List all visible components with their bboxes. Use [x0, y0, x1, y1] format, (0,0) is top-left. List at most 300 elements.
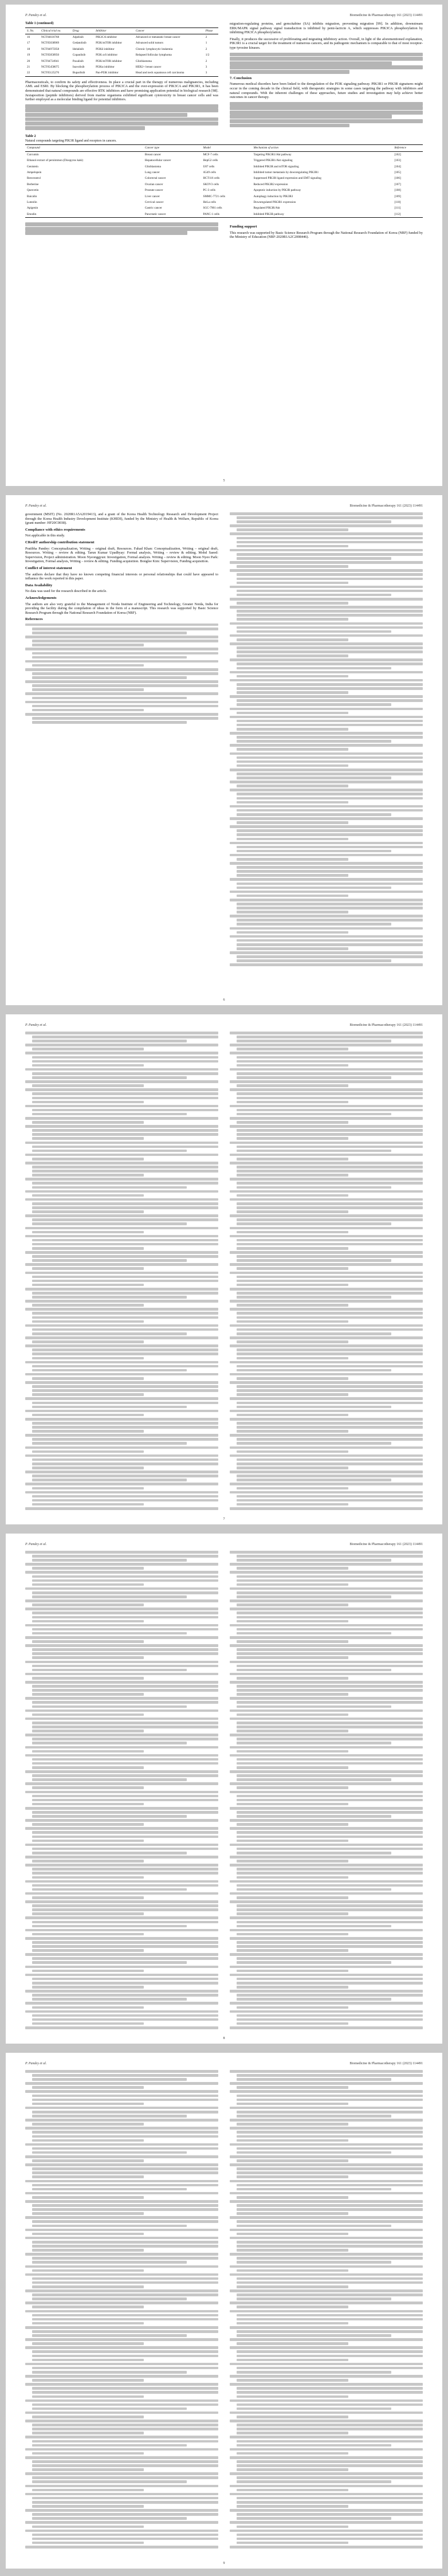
- table-cell: Ovarian cancer: [144, 182, 163, 186]
- reference-line: [25, 2002, 218, 2005]
- reference-line: [32, 2225, 187, 2228]
- reference-line: [32, 1475, 218, 1477]
- reference-line: [32, 2014, 218, 2017]
- reference-line: [237, 1656, 348, 1659]
- reference-line: [237, 1872, 423, 1875]
- reference-line: [32, 1957, 218, 1960]
- reference-line: [32, 2139, 144, 2142]
- reference-line: [32, 1677, 144, 1680]
- section-heading: Data Availability: [25, 583, 53, 587]
- reference-line: [230, 1288, 423, 1291]
- table2-body: [25, 151, 423, 217]
- reference-line: [25, 1746, 218, 1749]
- reference-line: [25, 2026, 218, 2029]
- table-cell: Paxalisib: [72, 59, 84, 63]
- reference-line: [25, 1754, 218, 1757]
- reference-line: [237, 2151, 391, 2154]
- table-cell: NCT05038969: [41, 41, 60, 45]
- reference-line: [237, 939, 423, 942]
- reference-line: [32, 2444, 187, 2447]
- reference-line: [230, 1491, 423, 1494]
- table-cell: [109]: [394, 194, 401, 198]
- reference-line: [237, 895, 348, 897]
- running-head-journal: Biomedicine & Pharmacotherapy 161 (2023) 114491: [349, 504, 423, 508]
- reference-line: [237, 2395, 348, 2398]
- reference-line: [237, 1852, 391, 1854]
- reference-line: [237, 1133, 423, 1136]
- reference-line: [237, 1426, 423, 1429]
- table-cell: Cervical cancer: [144, 201, 164, 205]
- body-paragraph: Not applicable in this study.: [25, 534, 65, 538]
- table2-header: Reference: [392, 145, 423, 151]
- reference-line: [237, 1945, 423, 1948]
- running-head: [25, 504, 423, 508]
- reference-line: [32, 2103, 144, 2106]
- reference-line: [32, 1316, 218, 1319]
- table-cell: Apoptotic induction by PIK3R pathway: [253, 189, 301, 193]
- table-cell: Triggered PIK3R1/Akt signaling: [253, 159, 293, 163]
- body-paragraph: Pratibha Pandey: Conceptualization, Writing – original draft, Resources. Fahad Khan: Conceptualization, Writing – original draft, Resources. Writing – review & editing. Tarun Kumar Upadhyay: Formal analysis, Writing – review & editing. Mohd Saeed: Supervision, Project administration. Moon Nyeonggyun: Investigation, Formal analysis. Writing – review & editing. Moon Nyeo Park: Investigation, Formal analysis, Writing – review & editing. Funding acquisition. Bonglee Kim: Supervision, Funding acquisition.: [25, 546, 218, 564]
- reference-line: [230, 1864, 423, 1867]
- reference-line: [32, 1255, 218, 1258]
- reference-line: [25, 1681, 218, 1684]
- reference-line: [32, 2095, 218, 2097]
- reference-line: [32, 2318, 218, 2321]
- reference-line: [230, 2383, 423, 2386]
- reference-line: [25, 1471, 218, 1473]
- reference-line: [230, 805, 423, 808]
- reference-line: [230, 1880, 423, 1883]
- reference-line: [237, 1933, 348, 1936]
- table-cell: Curcumin: [27, 152, 39, 156]
- reference-line: [237, 2111, 423, 2114]
- reference-line: [25, 1300, 218, 1303]
- reference-line: [32, 1730, 144, 1732]
- reference-line: [237, 1693, 348, 1696]
- reference-line: [237, 1186, 391, 1189]
- reference-line: [32, 1640, 144, 1643]
- reference-line: [25, 2448, 218, 2451]
- reference-line: [237, 2188, 391, 2191]
- reference-line: [25, 1454, 218, 1457]
- table-cell: NCT05458075: [41, 65, 60, 69]
- reference-line: [25, 1599, 218, 1602]
- table-cell: PI3K α/δ inhibitor: [96, 53, 118, 57]
- section-heading: CRediT authorship contribution statement: [25, 540, 95, 544]
- reference-line: [237, 846, 423, 849]
- reference-line: [230, 524, 423, 527]
- reference-line: [237, 1231, 348, 1234]
- left-column: [25, 222, 218, 242]
- reference-line: [32, 2489, 144, 2492]
- reference-line: [237, 2318, 423, 2321]
- reference-line: [237, 1632, 391, 1635]
- reference-line: [230, 842, 423, 845]
- reference-line: [32, 1438, 218, 1441]
- reference-line: [230, 2412, 423, 2414]
- reference-line: [230, 1966, 423, 1969]
- reference-line: [32, 1656, 144, 1659]
- reference-line: [230, 708, 423, 711]
- table2-header: Mechanism of action: [252, 145, 393, 151]
- reference-line: [237, 1555, 423, 1558]
- reference-line: [237, 2476, 423, 2479]
- reference-line: [32, 1941, 218, 1944]
- reference-line: [25, 1892, 218, 1895]
- table1-caption: Table 1 (continued): [25, 22, 54, 25]
- reference-line: [25, 1710, 218, 1712]
- reference-line: [237, 2314, 423, 2317]
- article-page-7: [6, 1014, 442, 1524]
- section-heading: Compliance with ethics requirements: [25, 527, 85, 532]
- reference-line: [25, 1308, 218, 1311]
- reference-line: [230, 732, 423, 735]
- reference-line: [237, 1463, 423, 1465]
- reference-line: [237, 1479, 391, 1481]
- reference-line: [237, 943, 423, 946]
- reference-line: [25, 2346, 218, 2349]
- reference-line: [237, 1738, 423, 1740]
- reference-line: [32, 2497, 218, 2500]
- reference-line: [25, 2472, 218, 2475]
- reference-line: [230, 658, 423, 661]
- reference-line: [237, 545, 348, 548]
- reference-line: [237, 2249, 348, 2252]
- reference-line: [32, 1377, 144, 1380]
- reference-line: [32, 2408, 187, 2410]
- reference-line: [230, 1827, 423, 1830]
- reference-line: [237, 2404, 423, 2406]
- reference-line: [32, 1084, 144, 1087]
- table-row: [25, 211, 423, 218]
- reference-line: [32, 1888, 187, 1891]
- reference-line: [237, 1406, 391, 1409]
- table-cell: [108]: [394, 189, 401, 193]
- reference-line: [25, 1697, 218, 1700]
- reference-line: [32, 1430, 144, 1433]
- reference-line: [237, 2086, 348, 2089]
- reference-line: [237, 1146, 423, 1148]
- reference-line: [25, 2436, 218, 2438]
- reference-line: [237, 1795, 423, 1798]
- reference-line: [237, 1957, 423, 1960]
- reference-line: [237, 1908, 423, 1911]
- reference-line: [230, 1681, 423, 1684]
- reference-line: [237, 2123, 348, 2126]
- running-head: [25, 2062, 423, 2065]
- reference-line: [237, 1430, 348, 1433]
- reference-line: [237, 1182, 423, 1185]
- reference-line: [237, 1475, 423, 1477]
- reference-line: [230, 634, 423, 637]
- reference-line: [237, 626, 423, 629]
- reference-line: [237, 1467, 348, 1469]
- table-cell: Breast cancer: [144, 152, 162, 156]
- reference-line: [237, 2334, 391, 2337]
- reference-line: [237, 1101, 348, 1104]
- reference-line: [230, 1117, 423, 1120]
- reference-line: [32, 2175, 144, 2178]
- reference-line: [32, 2285, 144, 2288]
- reference-line: [230, 2456, 423, 2459]
- reference-line: [25, 1198, 218, 1201]
- article-page-9: [6, 2053, 442, 2569]
- reference-line: [237, 748, 348, 751]
- reference-line: [25, 1864, 218, 1867]
- reference-line: [32, 1559, 187, 1562]
- reference-line: [32, 2167, 218, 2170]
- table-cell: 1: [205, 41, 207, 45]
- reference-line: [230, 622, 423, 625]
- reference-line: [237, 2534, 423, 2536]
- reference-line: [32, 1422, 218, 1425]
- reference-line: [25, 1178, 218, 1181]
- reference-line: [32, 2391, 218, 2394]
- reference-line: [237, 2277, 423, 2280]
- reference-line: [237, 2281, 423, 2284]
- table-cell: 19: [27, 53, 30, 57]
- table-cell: NCT04724941: [41, 59, 60, 63]
- reference-line: [32, 1109, 218, 1112]
- reference-line: [32, 1603, 144, 1606]
- reference-line: [237, 2452, 348, 2455]
- reference-line: [32, 1284, 144, 1287]
- reference-line: [32, 1060, 218, 1063]
- reference-line: [25, 1673, 218, 1676]
- reference-line: [230, 2420, 423, 2422]
- reference-line: [237, 2006, 348, 2009]
- reference-line: [237, 1701, 423, 1704]
- reference-line: [230, 2310, 423, 2313]
- reference-line: [237, 1450, 348, 1453]
- reference-line: [25, 1770, 218, 1773]
- reference-line: [237, 2432, 348, 2434]
- reference-line: [25, 1607, 218, 1610]
- reference-line: [230, 1336, 423, 1339]
- reference-line: [237, 1158, 348, 1160]
- reference-line: [230, 1471, 423, 1473]
- reference-line: [237, 2257, 423, 2260]
- reference-line: [25, 1044, 218, 1046]
- table-cell: Pan-PI3K inhibitor: [94, 70, 134, 76]
- reference-line: [32, 2476, 218, 2479]
- reference-line: [230, 1032, 423, 1034]
- reference-line: [32, 1174, 144, 1177]
- reference-line: [25, 2265, 218, 2268]
- table2-subtitle: Natural compounds targeting PIK3R ligand and receptors in cancers.: [25, 139, 117, 143]
- reference-line: [32, 1884, 218, 1887]
- section-heading: References: [25, 617, 43, 622]
- reference-line: [32, 1628, 218, 1631]
- reference-line: [230, 1088, 423, 1091]
- reference-line: [32, 2074, 218, 2077]
- reference-line: [237, 703, 391, 706]
- reference-line: [32, 1097, 218, 1100]
- reference-line: [32, 1048, 144, 1050]
- reference-line: [230, 1272, 423, 1275]
- reference-line: [32, 2204, 218, 2207]
- table-cell: Autophagy induction by PIK3R3: [253, 194, 293, 198]
- reference-line: [25, 1410, 218, 1413]
- table-row: [25, 194, 423, 199]
- reference-line: [230, 915, 423, 918]
- reference-line: [25, 2119, 218, 2122]
- reference-line: [230, 1916, 423, 1919]
- reference-line: [230, 878, 423, 881]
- reference-line: [237, 1239, 423, 1242]
- reference-line: [32, 2115, 187, 2118]
- table-cell: Gastric cancer: [144, 206, 162, 210]
- table1-header: S. No.: [25, 28, 40, 34]
- table-cell: [111]: [394, 206, 401, 210]
- page-number: 7: [223, 1518, 225, 1521]
- reference-line: [237, 1064, 348, 1067]
- reference-line: [32, 2078, 187, 2081]
- reference-line: [32, 1840, 144, 1842]
- table-cell: Berberine: [27, 182, 39, 186]
- reference-line: [237, 1499, 423, 1502]
- table-cell: 2: [205, 59, 207, 63]
- reference-line: [230, 2273, 423, 2276]
- reference-line: [32, 2371, 187, 2374]
- reference-line: [237, 2018, 423, 2021]
- reference-line: [25, 1587, 218, 1590]
- reference-line: [25, 2338, 218, 2341]
- reference-line: [237, 1422, 423, 1425]
- reference-line: [25, 1782, 218, 1785]
- reference-line: [230, 716, 423, 719]
- reference-line: [237, 1503, 348, 1506]
- reference-line: [237, 2225, 391, 2228]
- reference-line: [237, 1648, 423, 1651]
- reference-line: [237, 1840, 348, 1842]
- reference-line: [32, 2306, 144, 2308]
- reference-line: [32, 1320, 144, 1323]
- reference-line: [25, 2237, 218, 2240]
- reference-line: [230, 1068, 423, 1071]
- reference-line: [237, 1296, 391, 1299]
- reference-line: [237, 1652, 423, 1655]
- reference-line: [32, 2131, 218, 2134]
- page-number: 5: [223, 479, 225, 483]
- reference-line: [230, 1235, 423, 1238]
- reference-line: [237, 2342, 348, 2345]
- reference-line: [25, 2493, 218, 2496]
- reference-list: [230, 512, 423, 966]
- page-number: 8: [223, 2037, 225, 2040]
- table-cell: PI3K/mTOR inhibitor: [96, 41, 122, 45]
- reference-line: [230, 2338, 423, 2341]
- reference-line: [230, 2301, 423, 2304]
- reference-line: [237, 1210, 348, 1213]
- table-cell: SKOV3 cells: [203, 182, 219, 186]
- reference-line: [32, 2188, 187, 2191]
- reference-line: [237, 2355, 423, 2358]
- reference-line: [25, 1373, 218, 1376]
- reference-line: [32, 2350, 218, 2353]
- reference-line: [237, 1316, 423, 1319]
- reference-line: [237, 1369, 391, 1372]
- reference-line: [237, 1438, 423, 1441]
- table-cell: A549 cells: [203, 171, 216, 174]
- reference-line: [237, 1174, 348, 1177]
- reference-line: [32, 1267, 144, 1270]
- reference-line: [32, 1648, 218, 1651]
- right-column: [230, 512, 423, 968]
- reference-line: [230, 2530, 423, 2532]
- reference-line: [32, 1925, 187, 1928]
- reference-line: [237, 2204, 423, 2207]
- table-cell: PC-3 cells: [203, 189, 216, 193]
- reference-line: [237, 614, 423, 617]
- reference-line: [237, 1129, 423, 1132]
- reference-line: [32, 2404, 218, 2406]
- reference-line: [32, 1202, 218, 1205]
- reference-line: [237, 809, 423, 812]
- reference-line: [25, 1636, 218, 1639]
- table1-body: [25, 34, 218, 77]
- table-cell: [112]: [392, 211, 423, 218]
- reference-line: [32, 2123, 144, 2126]
- reference-line: [237, 578, 423, 581]
- reference-line: [237, 1575, 423, 1578]
- reference-line: [237, 2505, 348, 2508]
- reference-line: [237, 1487, 348, 1490]
- section-heading: 7. Conclusion: [230, 76, 252, 80]
- table-cell: Suppressed PIK3R ligand expression and EMT signaling: [253, 177, 321, 181]
- table-row: [25, 34, 218, 41]
- reference-line: [237, 1280, 423, 1283]
- reference-line: [237, 2220, 423, 2223]
- reference-line: [32, 1129, 218, 1132]
- reference-line: [25, 1227, 218, 1230]
- reference-line: [32, 1499, 218, 1502]
- body-paragraph: migration-regulating proteins, and gemcitabine (SA) inhibits migration, preventing migration [99]. In addition, downstream ERK/MAPK signal pathway signal transduction is inhibited by pemi-lacticin A, which suppresses PIK3CA phosphorylation by inhibiting PIK3CA phosphorylation.: [230, 22, 423, 35]
- reference-line: [230, 2509, 423, 2512]
- reference-line: [25, 1162, 218, 1165]
- table-cell: U87 cells: [203, 164, 215, 168]
- reference-line: [237, 565, 348, 568]
- reference-line: [237, 838, 348, 841]
- reference-line: [32, 2099, 218, 2101]
- reference-line: [25, 1344, 218, 1347]
- reference-line: [230, 1125, 423, 1128]
- right-column: [230, 22, 423, 130]
- table-row: [25, 64, 218, 70]
- reference-line: [230, 2119, 423, 2122]
- reference-line: [230, 1381, 423, 1384]
- table-cell: 21: [27, 65, 30, 69]
- reference-line: [237, 2103, 348, 2106]
- reference-line: [230, 1324, 423, 1327]
- reference-line: [32, 2086, 144, 2089]
- reference-line: [32, 1280, 218, 1283]
- reference-line: [237, 1912, 348, 1915]
- reference-line: [25, 1661, 218, 1664]
- reference-line: [32, 2147, 218, 2150]
- reference-line: [237, 724, 423, 727]
- reference-line: [230, 2155, 423, 2158]
- reference-line: [32, 2367, 218, 2370]
- reference-line: [32, 1146, 218, 1148]
- reference-line: [237, 1385, 423, 1388]
- reference-line: [25, 2107, 218, 2110]
- reference-line: [237, 1495, 423, 1498]
- reference-line: [237, 1750, 348, 1753]
- reference-line: [237, 2212, 348, 2215]
- reference-line: [237, 2293, 423, 2296]
- reference-line: [32, 1876, 144, 1879]
